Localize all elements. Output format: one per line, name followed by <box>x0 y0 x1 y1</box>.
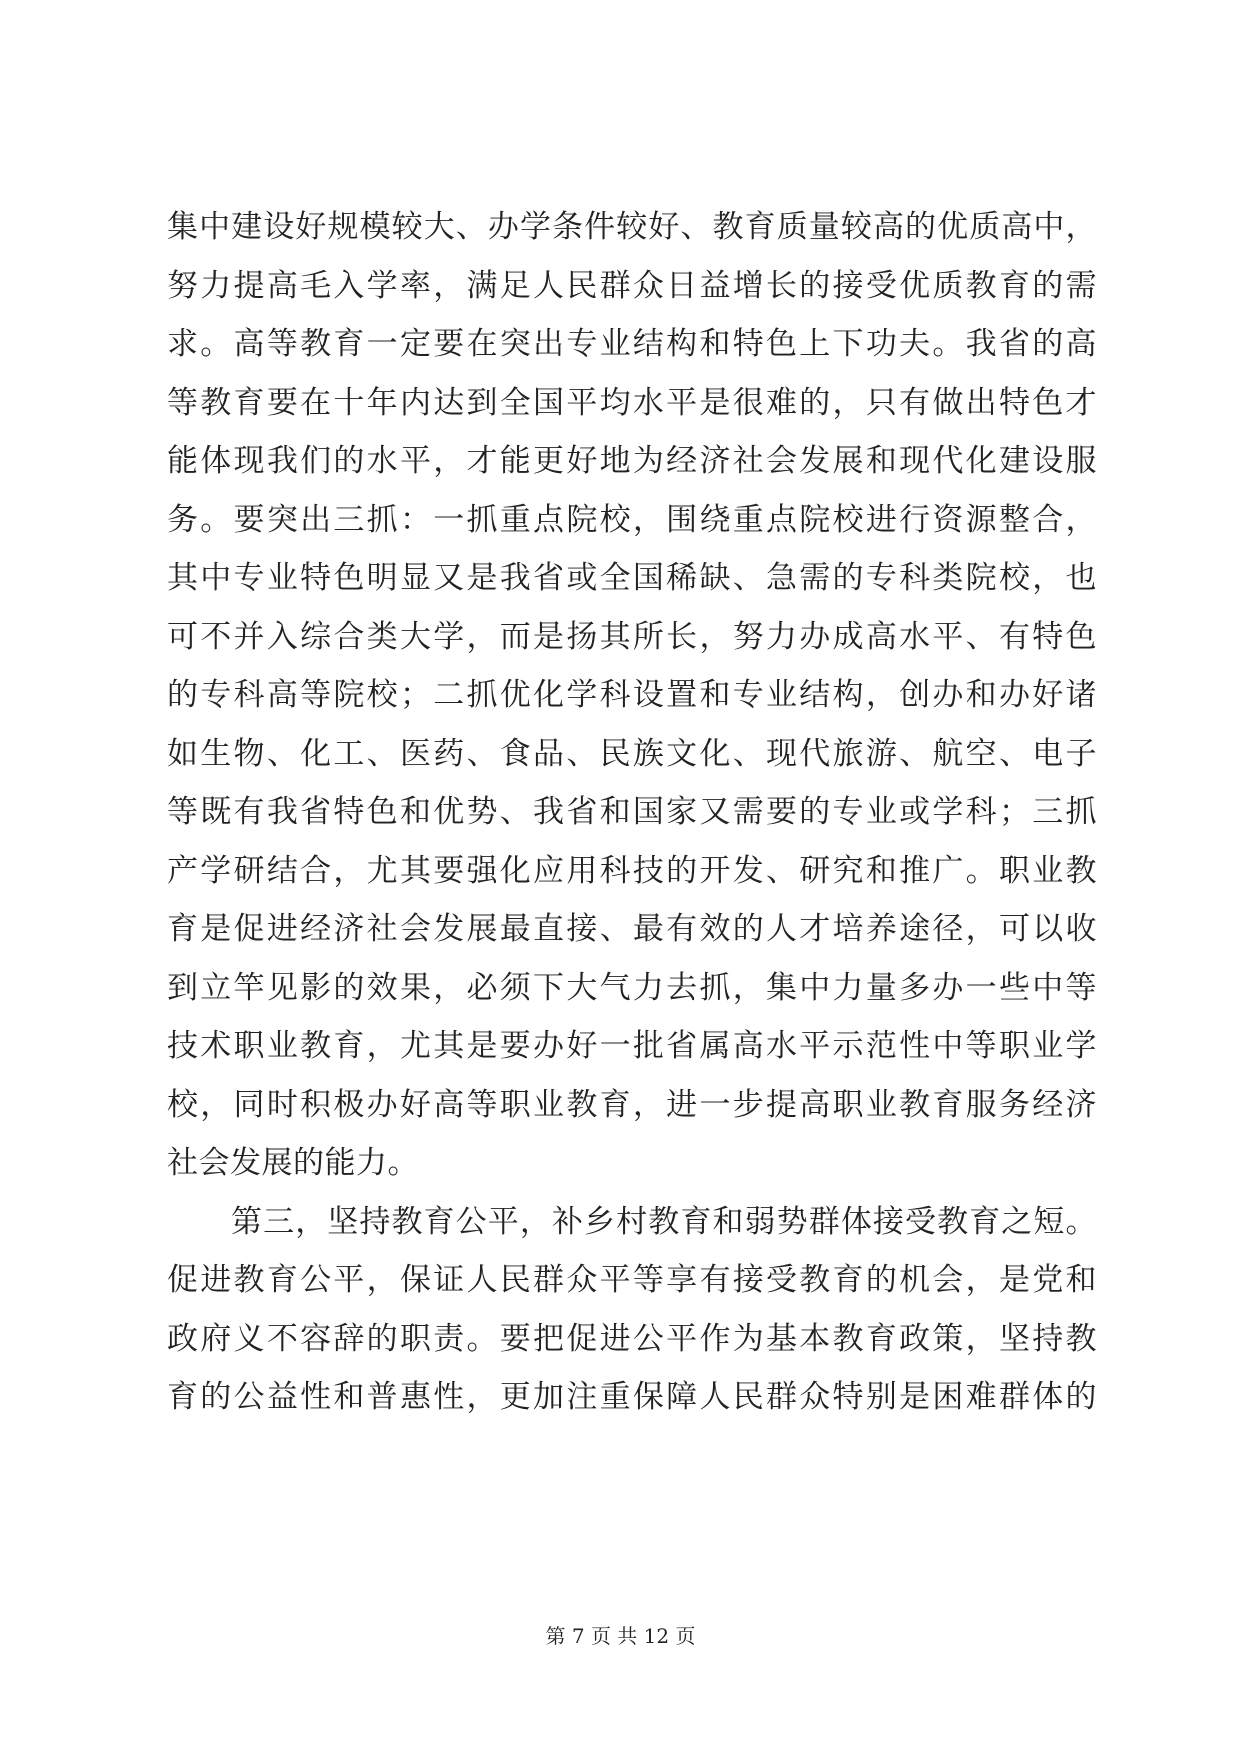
text-line: 努力提高毛入学率，满足人民群众日益增长的接受优质教育的需 <box>167 267 1097 304</box>
text-line-paragraph-start: 第三，坚持教育公平，补乡村教育和弱势群体接受教育之短。 <box>231 1203 1097 1240</box>
text-line: 务。要突出三抓：一抓重点院校，围绕重点院校进行资源整合， <box>167 501 1097 538</box>
text-line: 集中建设好规模较大、办学条件较好、教育质量较高的优质高中， <box>167 209 1097 245</box>
text-line: 能体现我们的水平，才能更好地为经济社会发展和现代化建设服 <box>167 443 1097 479</box>
body-text <box>167 198 1097 1427</box>
text-line: 的专科高等院校；二抓优化学科设置和专业结构，创办和办好诸 <box>167 677 1097 713</box>
text-line: 其中专业特色明显又是我省或全国稀缺、急需的专科类院校，也 <box>167 560 1097 596</box>
text-line: 可不并入综合类大学，而是扬其所长，努力办成高水平、有特色 <box>167 618 1097 655</box>
text-line: 产学研结合，尤其要强化应用科技的开发、研究和推广。职业教 <box>167 852 1097 889</box>
text-line: 技术职业教育，尤其是要办好一批省属高水平示范性中等职业学 <box>167 1028 1097 1064</box>
text-line: 到立竿见影的效果，必须下大气力去抓，集中力量多办一些中等 <box>167 969 1097 1006</box>
text-line: 等既有我省特色和优势、我省和国家又需要的专业或学科；三抓 <box>167 794 1097 830</box>
page-footer: 第 7 页 共 12 页 <box>545 1624 696 1648</box>
text-line: 求。高等教育一定要在突出专业结构和特色上下功夫。我省的高 <box>167 326 1097 362</box>
text-line: 育的公益性和普惠性，更加注重保障人民群众特别是困难群体的 <box>167 1379 1097 1415</box>
text-line: 政府义不容辞的职责。要把促进公平作为基本教育政策，坚持教 <box>167 1320 1097 1357</box>
text-line: 等教育要在十年内达到全国平均水平是很难的，只有做出特色才 <box>167 384 1097 421</box>
text-line: 促进教育公平，保证人民群众平等享有接受教育的机会，是党和 <box>167 1262 1097 1298</box>
text-line: 如生物、化工、医药、食品、民族文化、现代旅游、航空、电子 <box>167 735 1097 772</box>
text-line: 校，同时积极办好高等职业教育，进一步提高职业教育服务经济 <box>167 1086 1097 1123</box>
text-line-paragraph-end: 社会发展的能力。 <box>167 1145 419 1181</box>
text-line: 育是促进经济社会发展最直接、最有效的人才培养途径，可以收 <box>167 911 1097 947</box>
